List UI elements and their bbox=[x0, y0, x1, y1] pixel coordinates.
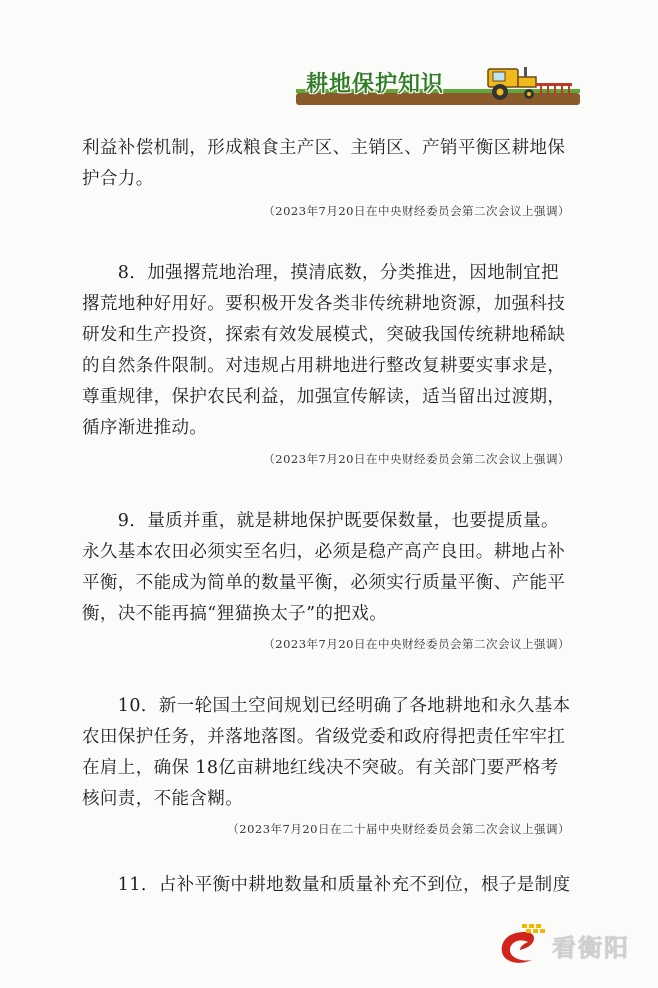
source-citation: （2023年7月20日在中央财经委员会第二次会议上强调） bbox=[263, 637, 570, 651]
text-line: 的自然条件限制。对违规占用耕地进行整改复耕要实事求是， bbox=[82, 356, 566, 376]
kanhengyang-watermark bbox=[494, 922, 644, 966]
paragraph-item-8 bbox=[82, 258, 580, 444]
paragraph-item-11 bbox=[82, 870, 580, 901]
section-header-badge bbox=[296, 63, 580, 109]
paragraph-item-9 bbox=[82, 506, 580, 630]
text-line: 尊重规律，保护农民利益，加强宣传解读，适当留出过渡期， bbox=[82, 387, 566, 407]
text-line: 农田保护任务，并落地落图。省级党委和政府得把责任牢牢扛 bbox=[82, 727, 566, 747]
text-line: 循序渐进推动。 bbox=[82, 418, 208, 438]
text-line: 核问责，不能含糊。 bbox=[82, 789, 244, 809]
text-line: 11．占补平衡中耕地数量和质量补充不到位，根子是制度 bbox=[82, 875, 571, 895]
text-line: 8．加强撂荒地治理，摸清底数，分类推进，因地制宜把 bbox=[82, 263, 559, 283]
text-line: 平衡，不能成为简单的数量平衡，必须实行质量平衡、产能平 bbox=[82, 573, 566, 593]
text-line: 在肩上，确保 18亿亩耕地红线决不突破。有关部门要严格考 bbox=[82, 758, 559, 778]
text-line: 9．量质并重，就是耕地保护既要保数量，也要提质量。 bbox=[82, 511, 559, 531]
text-line: 撂荒地种好用好。要积极开发各类非传统耕地资源，加强科技 bbox=[82, 294, 566, 314]
section-title: 耕地保护知识 bbox=[306, 72, 445, 97]
watermark-text: 看衡阳 bbox=[552, 934, 630, 962]
kanhengyang-logo-icon bbox=[494, 922, 550, 966]
source-citation: （2023年7月20日在中央财经委员会第二次会议上强调） bbox=[263, 204, 570, 218]
text-line: 衡，决不能再搞“狸猫换太子”的把戏。 bbox=[82, 604, 388, 624]
paragraph-item-10 bbox=[82, 691, 580, 815]
source-citation: （2023年7月20日在中央财经委员会第二次会议上强调） bbox=[263, 452, 570, 466]
text-line: 研发和生产投资，探索有效发展模式，突破我国传统耕地稀缺 bbox=[82, 325, 566, 345]
source-citation: （2023年7月20日在二十届中央财经委员会第二次会议上强调） bbox=[227, 822, 570, 836]
paragraph-continuation bbox=[82, 133, 580, 195]
tractor-icon bbox=[480, 63, 576, 101]
text-line: 护合力。 bbox=[82, 169, 154, 189]
text-line: 永久基本农田必须实至名归，必须是稳产高产良田。耕地占补 bbox=[82, 542, 566, 562]
text-line: 利益补偿机制，形成粮食主产区、主销区、产销平衡区耕地保 bbox=[82, 138, 566, 158]
text-line: 10．新一轮国土空间规划已经明确了各地耕地和永久基本 bbox=[82, 696, 571, 716]
